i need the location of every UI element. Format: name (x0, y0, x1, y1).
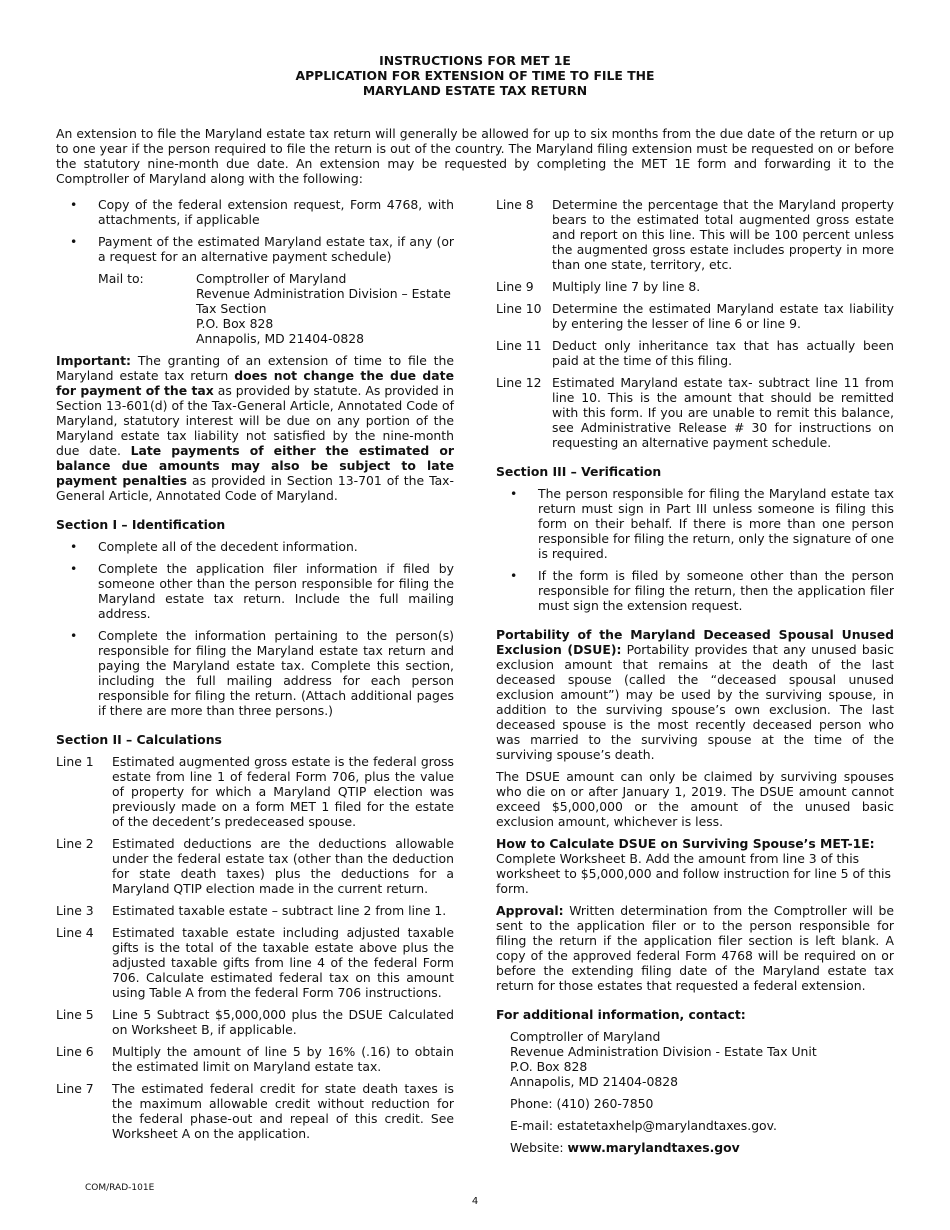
portability-paragraph: Portability of the Maryland Deceased Spousal Unused Exclusion (DSUE): Portability provides that any unused basic exclusion amount that remains at the death of the last deceased spouse (called the “deceased spousal unused exclusion amount”) may be used by the surviving spouse, in addition to the surviving spouse’s own exclusion. The last deceased spouse is the most recently deceased person who was married to the surviving spouse at the time of the surviving spouse’s death. (496, 627, 894, 762)
title-line-3: MARYLAND ESTATE TAX RETURN (362, 83, 588, 98)
contact-heading: For additional information, contact: (496, 1007, 746, 1022)
bullet-icon: • (70, 234, 78, 249)
list-item: • Complete all of the decedent information. (70, 539, 358, 554)
section-3-heading: Section III – Verification (496, 464, 662, 479)
line-1-instruction: Line 1 Estimated augmented gross estate is the federal gross estate from line 1 of federal Form 706, plus the value of property for which a Maryland QTIP election was previously made on a form MET 1 filed for the estate of the decedent’s predeceased spouse. (56, 754, 454, 829)
left-column (56, 197, 454, 1148)
line-2-instruction: Line 2 Estimated deductions are the deductions allowable under the federal estate tax (other than the deduction for state death taxes) plus the deductions for a Maryland QTIP election made in the current return. (56, 836, 454, 896)
address-line: Comptroller of Maryland (196, 271, 347, 286)
line-3-instruction: Line 3 Estimated taxable estate – subtract line 2 from line 1. (56, 903, 447, 918)
list-item: • Complete the information pertaining to the person(s) responsible for filing the Maryland estate tax return and paying the Maryland estate tax. Complete this section, including the full mailing address for each person responsible for filing the return. (Attach additional pages if there are more than three persons.) (70, 628, 454, 718)
contact-website: Website: www.marylandtaxes.gov (510, 1140, 740, 1155)
intro-paragraph: An extension to file the Maryland estate tax return will generally be allowed for up to six months from the due date of the return or up to one year if the person required to file the return is out of the country. The Maryland filing extension must be requested on or before the statutory nine-month due date. An extension may be requested by completing the MET 1E form and forwarding it to the Comptroller of Maryland along with the following: (56, 126, 894, 186)
contact-phone: Phone: (410) 260-7850 (510, 1096, 654, 1111)
title-line-2: APPLICATION FOR EXTENSION OF TIME TO FILE THE (295, 68, 655, 83)
bullet-icon: • (510, 568, 518, 583)
section-1-heading: Section I – Identification (56, 517, 226, 532)
list-item: • The person responsible for filing the Maryland estate tax return must sign in Part III unless someone is filing this form on their behalf. If there is more than one person responsible for filing the return, only the signature of one is required. (510, 486, 894, 561)
approval-paragraph: Approval: Written determination from the Comptroller will be sent to the application filer or to the person responsible for filing the return if the application filer section is left blank. A copy of the approved federal Form 4768 will be required on or before the extending filing date of the Maryland estate tax return for those estates that requested a federal extension. (496, 903, 894, 993)
contact-address: Comptroller of Maryland Revenue Administration Division - Estate Tax Unit P.O. Box 828 Annapolis, MD 21404-0828 (510, 1029, 817, 1089)
document-title (0, 53, 950, 98)
list-item: • If the form is filed by someone other than the person responsible for filing the return, then the application filer must sign the extension request. (510, 568, 894, 613)
line-11-instruction: Line 11 Deduct only inheritance tax that has actually been paid at the time of this filing. (496, 338, 894, 368)
line-8-instruction: Line 8 Determine the percentage that the Maryland property bears to the estimated total augmented gross estate and report on this line. This will be 100 percent unless the augmented gross estate includes property in more than one state, territory, etc. (496, 197, 894, 272)
dsue-paragraph: The DSUE amount can only be claimed by surviving spouses who die on or after January 1, 2019. The DSUE amount cannot exceed $5,000,000 or the amount of the unused basic exclusion amount, whichever is less. (496, 769, 894, 829)
line-7-instruction: Line 7 The estimated federal credit for state death taxes is the maximum allowable credit without reduction for the federal phase-out and repeal of this credit. See Worksheet A on the application. (56, 1081, 454, 1141)
line-10-instruction: Line 10 Determine the estimated Maryland estate tax liability by entering the lesser of line 6 or line 9. (496, 301, 894, 331)
bullet-icon: • (510, 486, 518, 501)
address-line: Revenue Administration Division – Estate Tax Section (196, 286, 451, 316)
line-9-instruction: Line 9 Multiply line 7 by line 8. (496, 279, 701, 294)
address-line: Annapolis, MD 21404-0828 (196, 331, 365, 346)
list-item: • Copy of the federal extension request, Form 4768, with attachments, if applicable (70, 197, 454, 227)
title-line-1: INSTRUCTIONS FOR MET 1E (379, 53, 571, 68)
bullet-icon: • (70, 561, 78, 576)
website-link[interactable]: www.marylandtaxes.gov (567, 1140, 740, 1155)
contact-email[interactable]: E-mail: estatetaxhelp@marylandtaxes.gov. (510, 1118, 777, 1133)
line-5-instruction: Line 5 Line 5 Subtract $5,000,000 plus the DSUE Calculated on Worksheet B, if applicable. (56, 1007, 454, 1037)
right-column (496, 197, 894, 1162)
list-item: • Complete the application filer information if filed by someone other than the person responsible for filing the Maryland estate tax return. Include the full mailing address. (70, 561, 454, 621)
list-item: • Payment of the estimated Maryland estate tax, if any (or a request for an alternative payment schedule) (70, 234, 454, 264)
bullet-icon: • (70, 628, 78, 643)
howto-paragraph: How to Calculate DSUE on Surviving Spouse’s MET-1E: Complete Worksheet B. Add the amount from line 3 of this worksheet to $5,000,000 and follow instruction for line 5 of this form. (496, 836, 891, 896)
line-12-instruction: Line 12 Estimated Maryland estate tax- subtract line 11 from line 10. This is the amount that should be remitted with this form. If you are unable to remit this balance, see Administrative Release # 30 for instructions on requesting an alternative payment schedule. (496, 375, 894, 450)
page-number: 4 (471, 1196, 479, 1207)
important-paragraph: Important: The granting of an extension of time to file the Maryland estate tax return does not change the due date for payment of the tax as provided by statute. As provided in Section 13-601(d) of the Tax-General Article, Annotated Code of Maryland, statutory interest will be due on any portion of the Maryland estate tax liability not satisfied by the nine-month due date. Late payments of either the estimated or balance due amounts may also be subject to late payment penalties as provided in Section 13-701 of the Tax-General Article, Annotated Code of Maryland. (56, 353, 454, 503)
bullet-icon: • (70, 197, 78, 212)
bullet-icon: • (70, 539, 78, 554)
section-2-heading: Section II – Calculations (56, 732, 222, 747)
mail-label: Mail to: (98, 271, 144, 286)
address-line: P.O. Box 828 (196, 316, 274, 331)
line-6-instruction: Line 6 Multiply the amount of line 5 by 16% (.16) to obtain the estimated limit on Maryland estate tax. (56, 1044, 454, 1074)
contact-block (496, 1029, 894, 1155)
line-4-instruction: Line 4 Estimated taxable estate including adjusted taxable gifts is the total of the taxable estate above plus the adjusted taxable gifts from line 4 of the federal Form 706. Calculate estimated federal tax on this amount using Table A from the federal Form 706 instructions. (56, 925, 454, 1000)
form-code: COM/RAD-101E (85, 1183, 155, 1193)
mailing-address (98, 271, 454, 346)
